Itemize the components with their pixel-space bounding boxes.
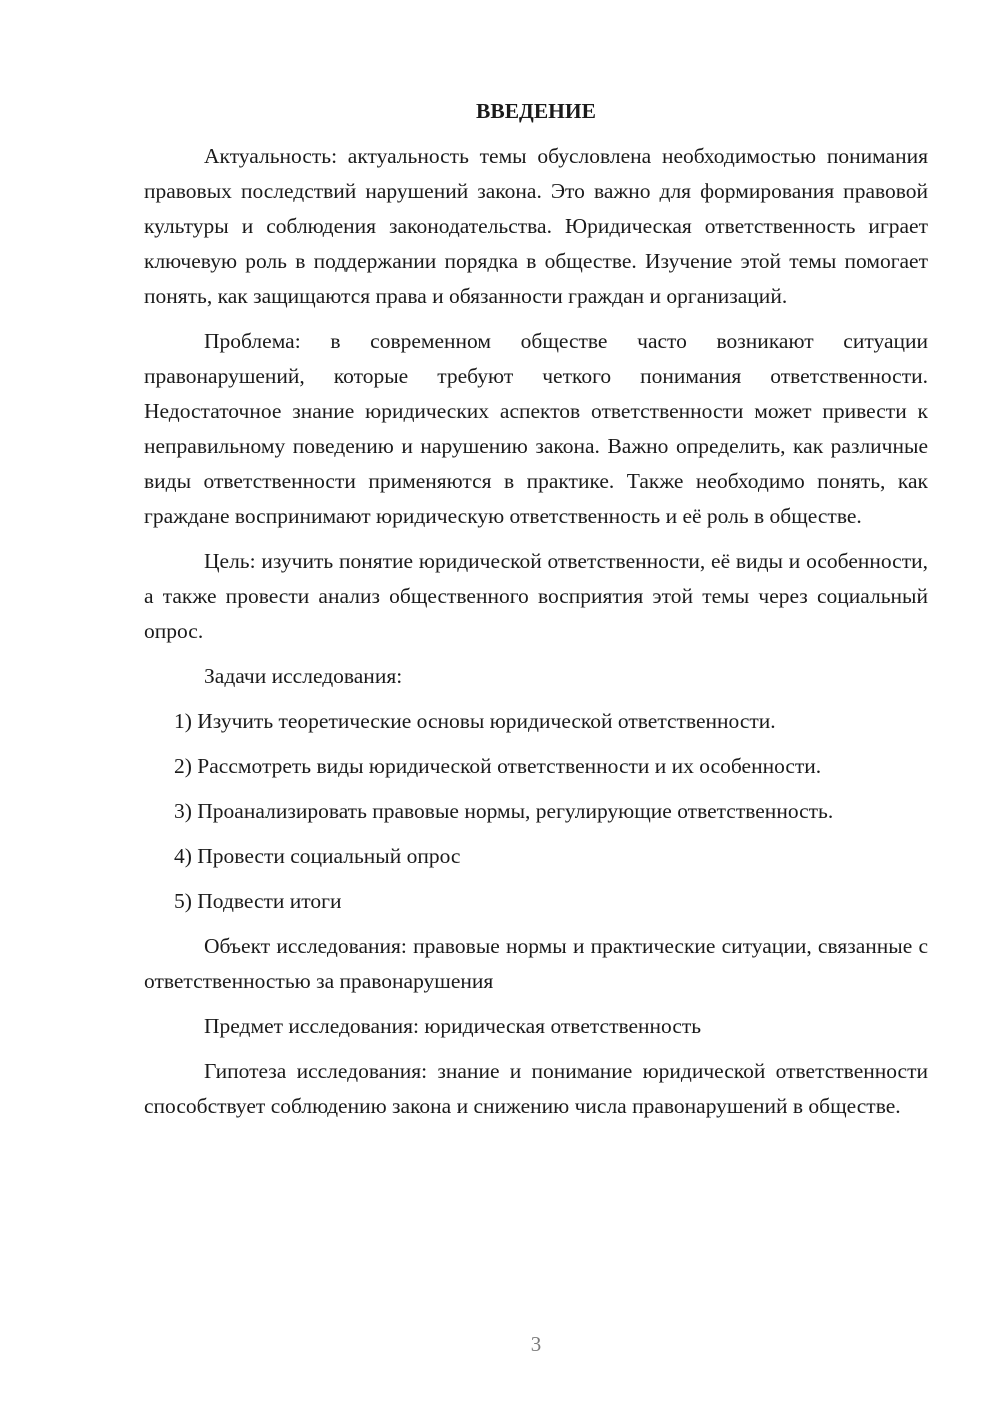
page-number: 3 — [530, 1332, 542, 1356]
task-item-2: 2) Рассмотреть виды юридической ответственности и их особенности. — [174, 754, 822, 778]
task-item-4: 4) Провести социальный опрос — [174, 844, 461, 868]
paragraph-hypothesis: Гипотеза исследования: знание и понимание юридической ответственности способствует соблюдению закона и снижению числа правонарушений в обществе. — [144, 1059, 928, 1118]
task-item-5: 5) Подвести итоги — [174, 889, 342, 913]
paragraph-problem: Проблема: в современном обществе часто возникают ситуации правонарушений, которые требуют четкого понимания ответственности. Недостаточное знание юридических аспектов ответственности может привести к неправильному поведению и нарушению закона. Важно определить, как различные виды ответственности применяются в практике. Также необходимо понять, как граждане воспринимают юридическую ответственность и её роль в обществе. — [144, 329, 928, 528]
page-content — [144, 94, 928, 1134]
paragraph-object: Объект исследования: правовые нормы и практические ситуации, связанные с ответственностью за правонарушения — [144, 934, 928, 993]
task-item-1: 1) Изучить теоретические основы юридической ответственности. — [174, 709, 776, 733]
tasks-heading: Задачи исследования: — [204, 664, 403, 688]
paragraph-relevance: Актуальность: актуальность темы обусловлена необходимостью понимания правовых последствий нарушений закона. Это важно для формирования правовой культуры и соблюдения законодательства. Юридическая ответственность играет ключевую роль в поддержании порядка в обществе. Изучение этой темы помогает понять, как защищаются права и обязанности граждан и организаций. — [144, 144, 928, 308]
paragraph-goal: Цель: изучить понятие юридической ответственности, её виды и особенности, а также провести анализ общественного восприятия этой темы через социальный опрос. — [144, 549, 928, 643]
task-item-3: 3) Проанализировать правовые нормы, регулирующие ответственность. — [174, 799, 834, 823]
paragraph-subject: Предмет исследования: юридическая ответственность — [204, 1014, 702, 1038]
section-title: ВВЕДЕНИЕ — [476, 99, 596, 123]
